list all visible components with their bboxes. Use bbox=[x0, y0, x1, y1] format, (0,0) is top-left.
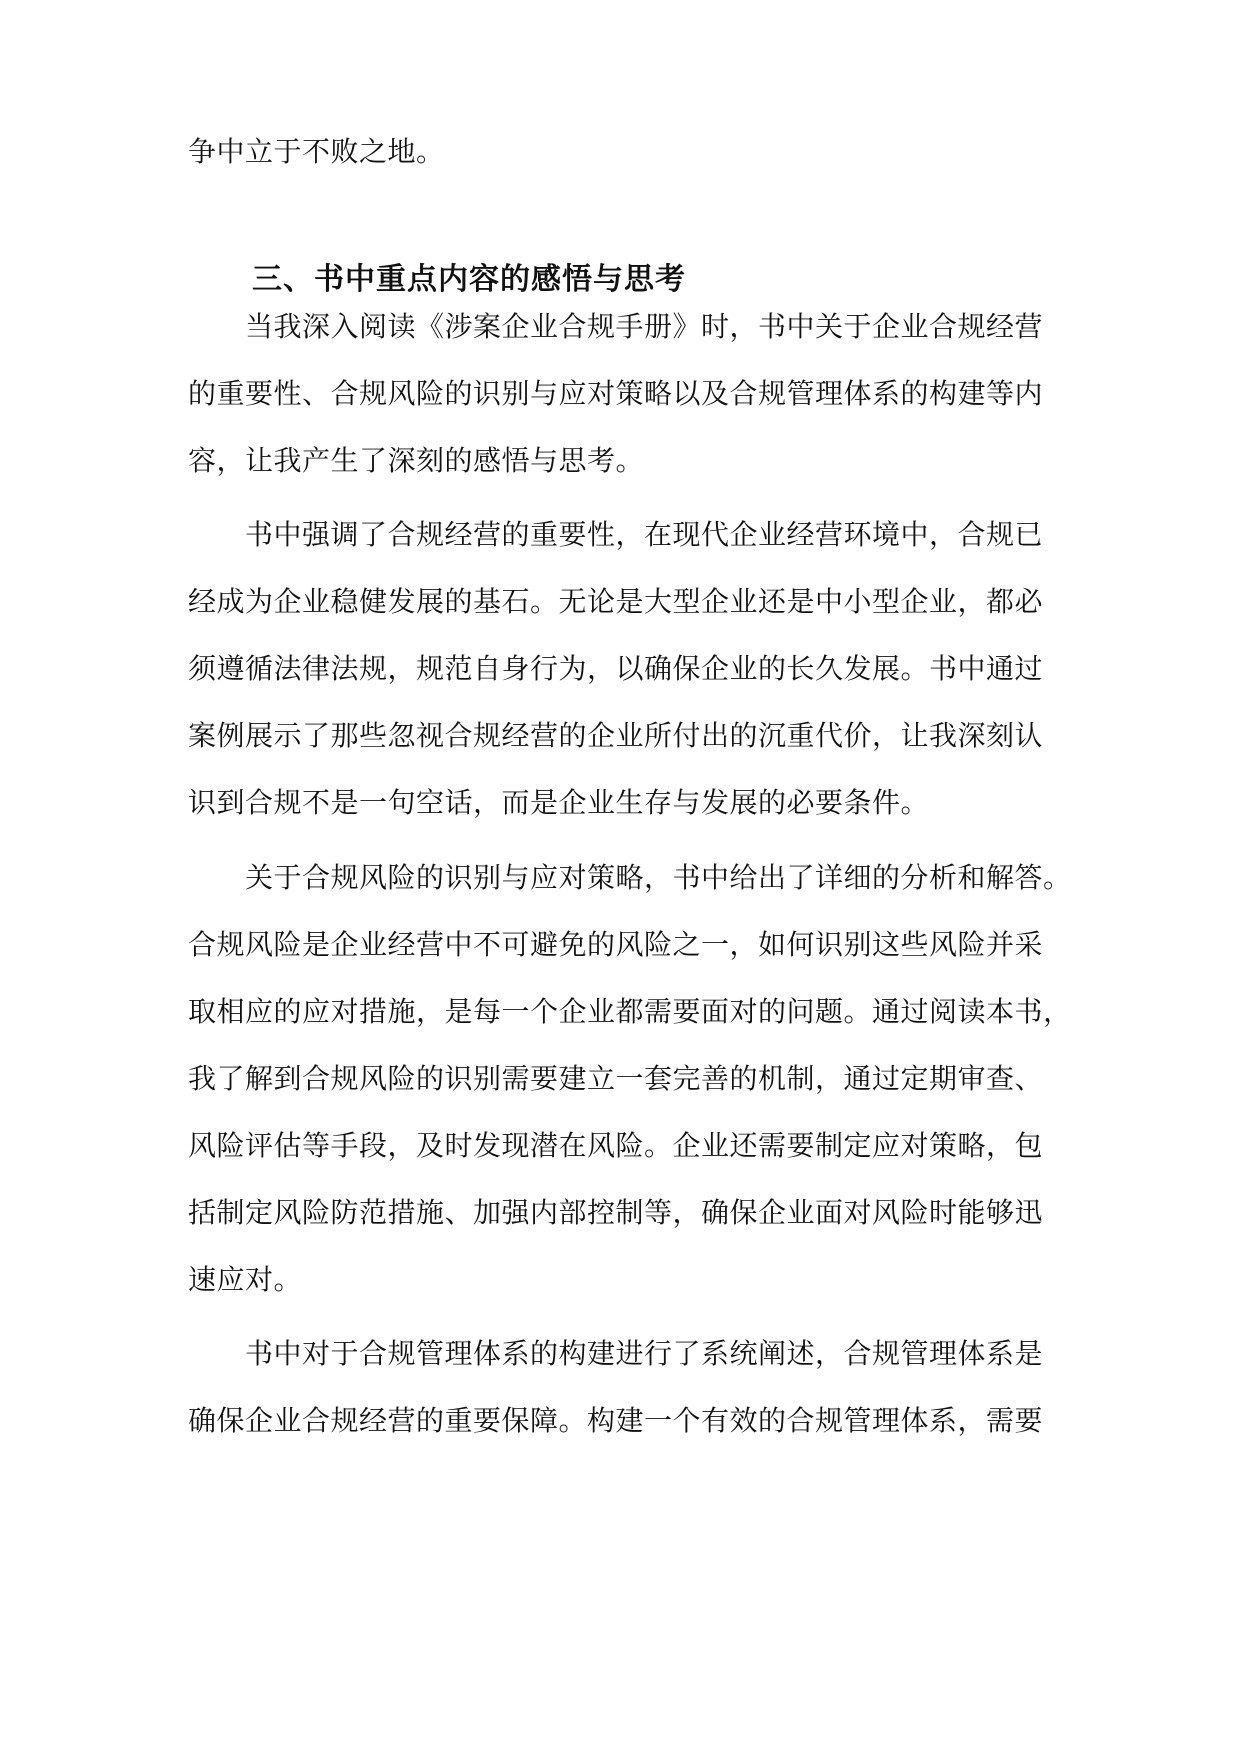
paragraph-3-line-7: 速应对。 bbox=[188, 1263, 303, 1296]
paragraph-1-line-2: 的重要性、合规风险的识别与应对策略以及合规管理体系的构建等内 bbox=[188, 377, 1044, 410]
continuation-line: 争中立于不败之地。 bbox=[188, 135, 445, 168]
paragraph-3-line-3: 取相应的应对措施，是每一个企业都需要面对的问题。通过阅读本书， bbox=[188, 995, 1072, 1028]
paragraph-3-line-5: 风险评估等手段，及时发现潜在风险。企业还需要制定应对策略，包 bbox=[188, 1129, 1044, 1162]
paragraph-2-line-4: 案例展示了那些忽视合规经营的企业所付出的沉重代价，让我深刻认 bbox=[188, 719, 1044, 752]
paragraph-4-line-2: 确保企业合规经营的重要保障。构建一个有效的合规管理体系，需要 bbox=[188, 1404, 1044, 1437]
paragraph-1-line-1: 当我深入阅读《涉案企业合规手册》时，书中关于企业合规经营 bbox=[245, 310, 1044, 343]
section-heading: 三、书中重点内容的感悟与思考 bbox=[252, 262, 686, 297]
paragraph-2-line-2: 经成为企业稳健发展的基石。无论是大型企业还是中小型企业，都必 bbox=[188, 585, 1044, 618]
paragraph-3-line-1: 关于合规风险的识别与应对策略，书中给出了详细的分析和解答。 bbox=[245, 861, 1072, 894]
paragraph-4-line-1: 书中对于合规管理体系的构建进行了系统阐述，合规管理体系是 bbox=[245, 1337, 1044, 1370]
paragraph-2-line-1: 书中强调了合规经营的重要性，在现代企业经营环境中，合规已 bbox=[245, 518, 1044, 551]
paragraph-3-line-2: 合规风险是企业经营中不可避免的风险之一，如何识别这些风险并采 bbox=[188, 928, 1044, 961]
paragraph-3-line-6: 括制定风险防范措施、加强内部控制等，确保企业面对风险时能够迅 bbox=[188, 1196, 1044, 1229]
paragraph-3-line-4: 我了解到合规风险的识别需要建立一套完善的机制，通过定期审查、 bbox=[188, 1062, 1044, 1095]
paragraph-2-line-5: 识到合规不是一句空话，而是企业生存与发展的必要条件。 bbox=[188, 786, 930, 819]
paragraph-1-line-3: 容，让我产生了深刻的感悟与思考。 bbox=[188, 444, 645, 477]
paragraph-2-line-3: 须遵循法律法规，规范自身行为，以确保企业的长久发展。书中通过 bbox=[188, 652, 1044, 685]
